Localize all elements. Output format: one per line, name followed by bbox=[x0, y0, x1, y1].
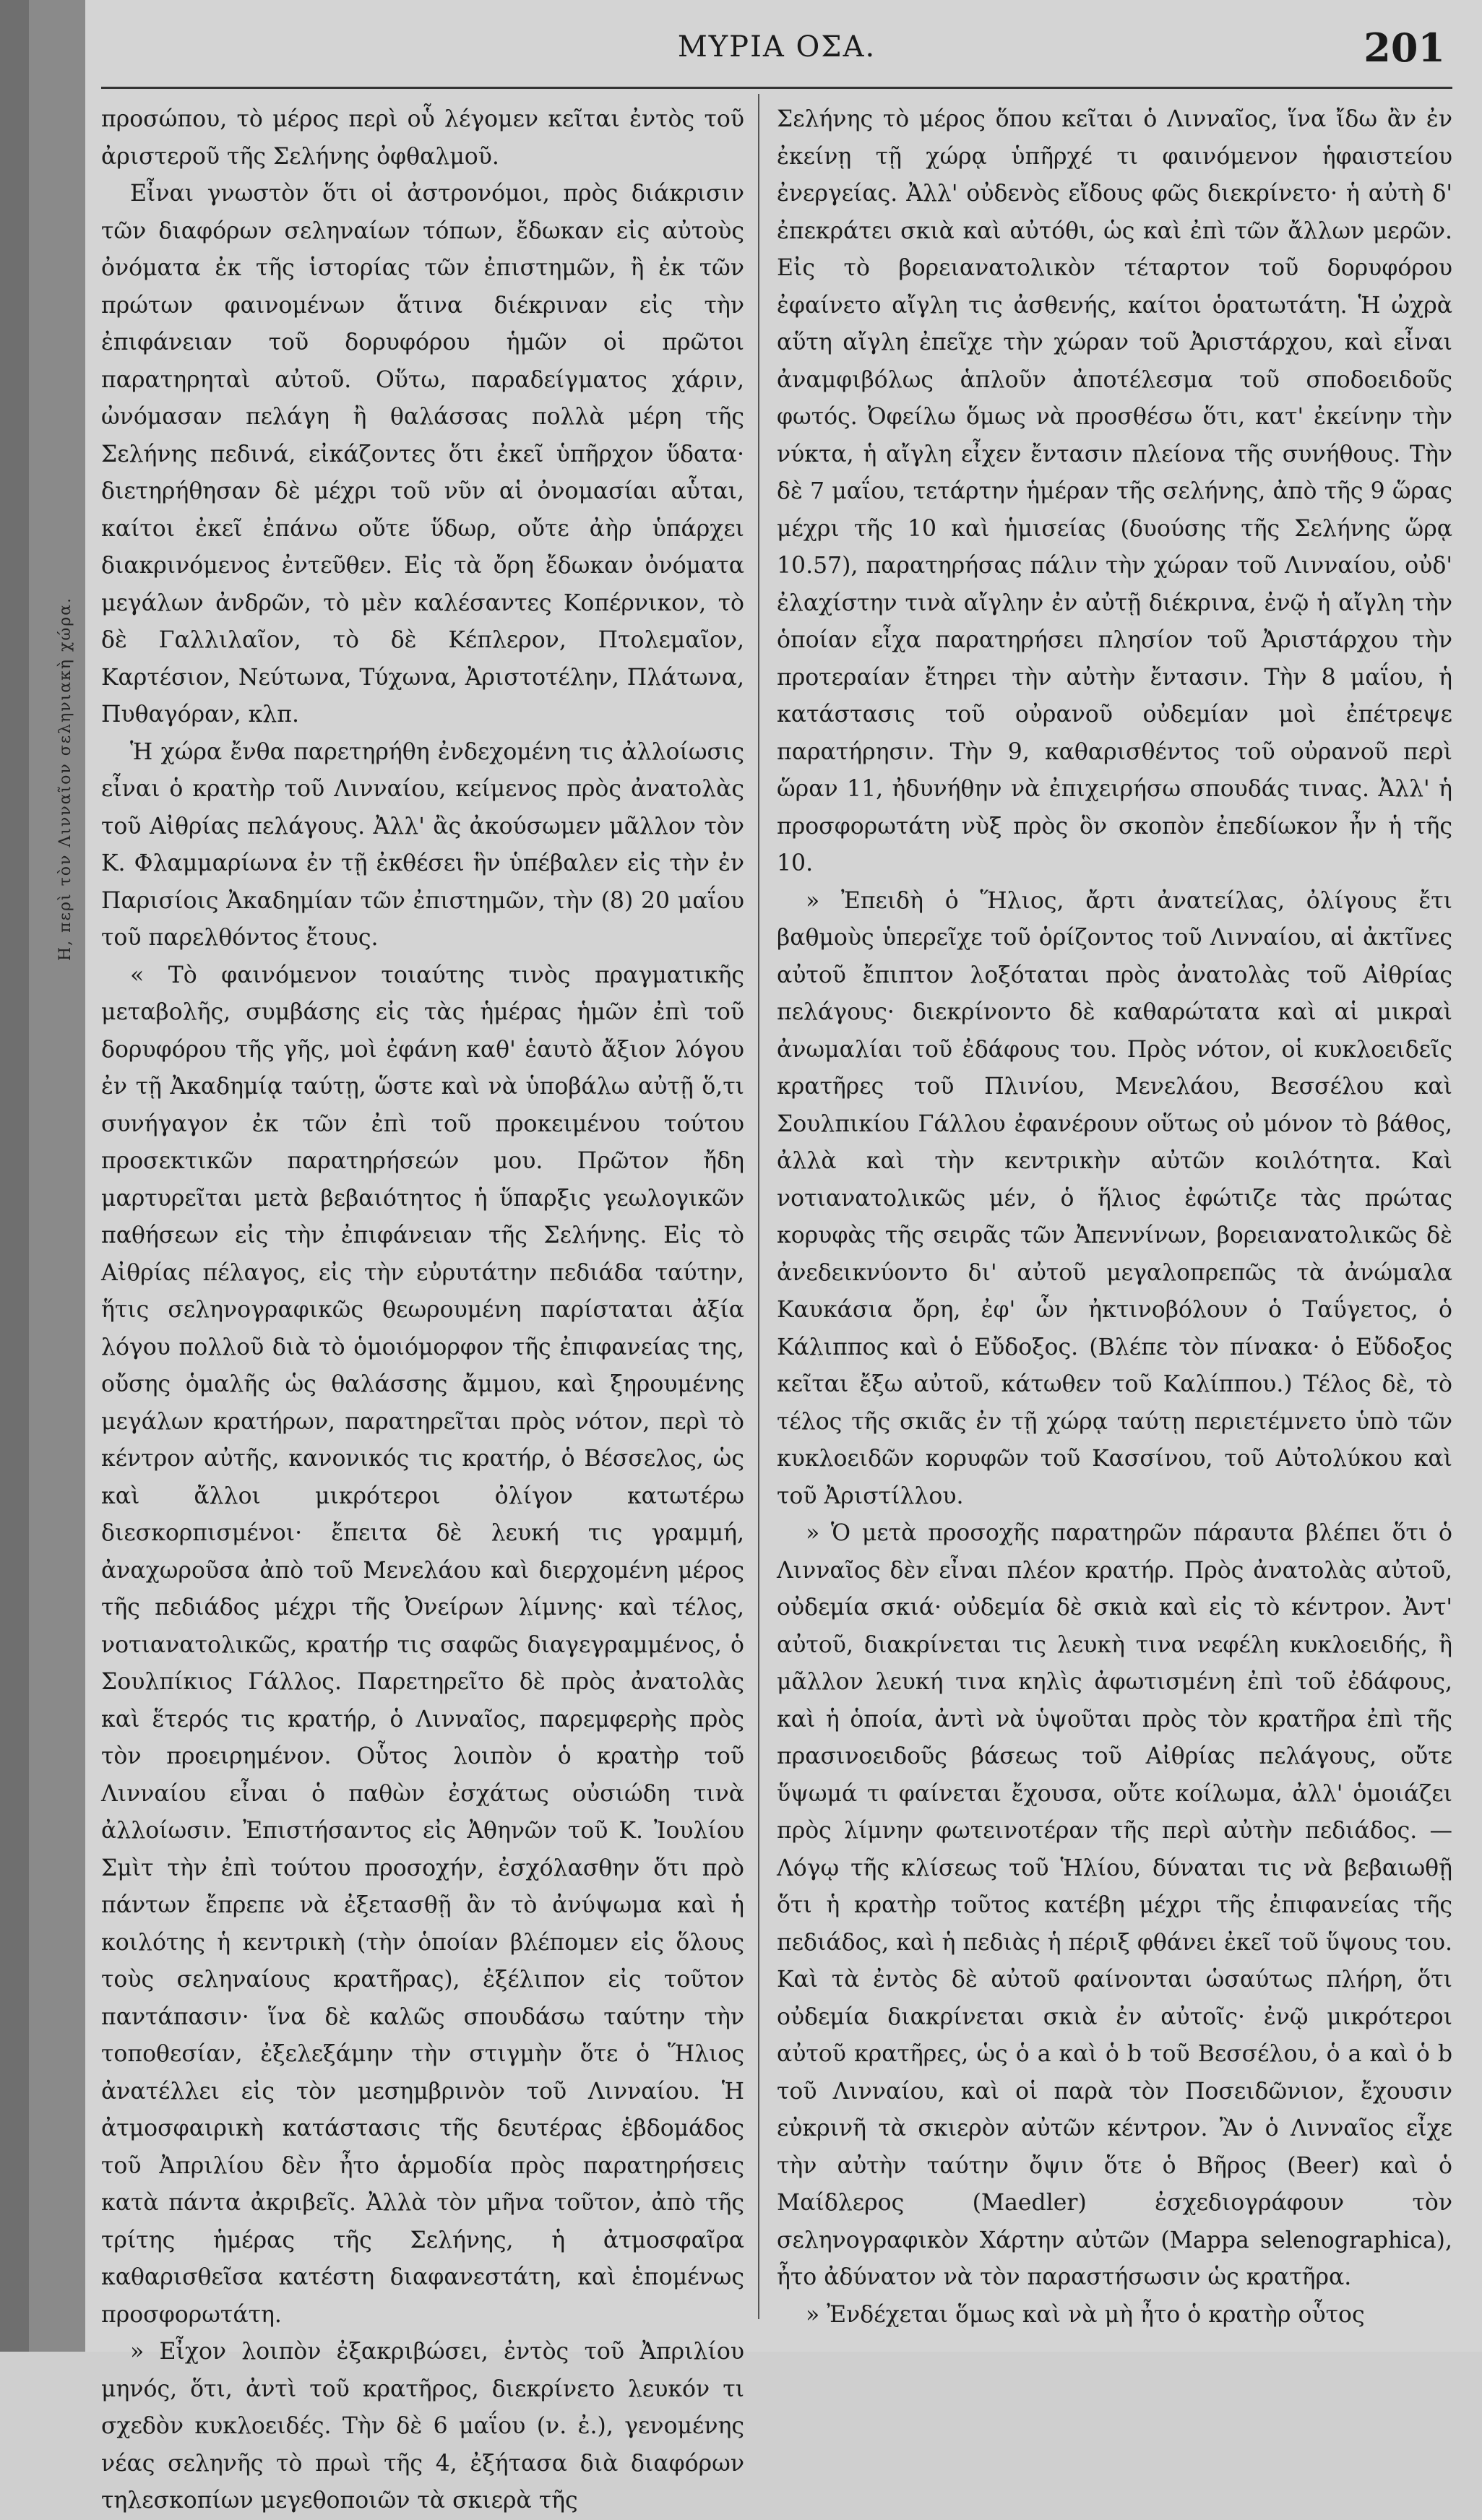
paragraph: » Ἐπειδὴ ὁ Ἥλιος, ἄρτι ἀνατείλας, ὀλίγους ἔτι βαθμοὺς ὑπερεῖχε τοῦ ὁρίζοντος τοῦ Λινναίου, αἱ ἀκτῖνες αὐτοῦ ἔπιπτον λοξόταται πρὸς ἀνατολὰς τοῦ Αἰθρίας πελάγους· διεκρίνοντο δὲ καθαρώτατα καὶ αἱ μικραὶ ἀνωμαλίαι τοῦ ἐδάφους του. Πρὸς νότον, οἱ κυκλοειδεῖς κρατῆρες τοῦ Πλινίου, Μενελάου, Βεσσέλου καὶ Σουλπικίου Γάλλου ἐφανέρουν οὕτως οὐ μόνον τὸ βάθος, ἀλλὰ καὶ τὴν κεντρικὴν αὐτῶν κοιλότητα. Καὶ νοτιανατολικῶς μέν, ὁ ἥλιος ἐφώτιζε τὰς πρώτας κορυφὰς τῆς σειρᾶς τῶν Ἀπεννίνων, βορειανατολικῶς δὲ ἀνεδεικνύοντο δι' αὐτοῦ μεγαλοπρεπῶς τὰ ἀνώμαλα Καυκάσια ὄρη, ἐφ' ὧν ἠκτινοβόλουν ὁ Ταΰγετος, ὁ Κάλιππος καὶ ὁ Εὔδοξος. (Βλέπε τὸν πίνακα· ὁ Εὔδοξος κεῖται ἔξω αὐτοῦ, κάτωθεν τοῦ Καλίππου.) Τέλος δὲ, τὸ τέλος τῆς σκιᾶς ἐν τῇ χώρᾳ ταύτῃ περιετέμνετο ὑπὸ τῶν κυκλοειδῶν κορυφῶν τοῦ Κασσίνου, τοῦ Αὐτολύκου καὶ τοῦ Ἀριστίλλου. bbox=[777, 887, 1452, 1509]
paragraph: προσώπου, τὸ μέρος περὶ οὗ λέγομεν κεῖται ἐντὸς τοῦ ἀριστεροῦ τῆς Σελήνης ὀφθαλμοῦ. bbox=[101, 106, 744, 170]
paragraph: » Ἐνδέχεται ὅμως καὶ νὰ μὴ ἦτο ὁ κρατὴρ οὗτος bbox=[806, 2301, 1365, 2328]
paragraph: Σελήνης τὸ μέρος ὅπου κεῖται ὁ Λινναῖος, ἵνα ἴδω ἂν ἐν ἐκείνῃ τῇ χώρᾳ ὑπῆρχέ τι φαινόμενον ἡφαιστείου ἐνεργείας. Ἀλλ' οὐδενὸς εἴδους φῶς διεκρίνετο· ἡ αὐτὴ δ' ἐπεκράτει σκιὰ καὶ αὐτόθι, ὡς καὶ ἐπὶ τῶν ἄλλων μερῶν. Εἰς τὸ βορειανατολικὸν τέταρτον τοῦ δορυφόρου ἐφαίνετο αἴγλη τις ἀσθενής, καίτοι ὁρατωτάτη. Ἡ ὠχρὰ αὕτη αἴγλη ἐπεῖχε τὴν χώραν τοῦ Ἀριστάρχου, καὶ εἶναι ἀναμφιβόλως ἁπλοῦν ἀποτέλεσμα τοῦ σποδοειδοῦς φωτός. Ὀφείλω ὅμως νὰ προσθέσω ὅτι, κατ' ἐκείνην τὴν νύκτα, ἡ αἴγλη εἶχεν ἔντασιν πλείονα τῆς συνήθους. Τὴν δὲ 7 μαΐου, τετάρτην ἡμέραν τῆς σελήνης, ἀπὸ τῆς 9 ὥρας μέχρι τῆς 10 καὶ ἡμισείας (δυούσης τῆς Σελήνης ὥρᾳ 10.57), παρατηρήσας πάλιν τὴν χώραν τοῦ Λινναίου, οὐδ' ἐλαχίστην τινὰ αἴγλην ἐν αὐτῇ διέκρινα, ἐνῷ ἡ αἴγλη τὴν ὁποίαν εἶχα παρατηρήσει πλησίον τοῦ Ἀριστάρχου τὴν προτεραίαν ἔτηρει τὴν αὐτὴν ἔντασιν. Τὴν 8 μαΐου, ἡ κατάστασις τοῦ οὐρανοῦ οὐδεμίαν μοὶ ἐπέτρεψε παρατήρησιν. Τὴν 9, καθαρισθέντος τοῦ οὐρανοῦ περὶ ὥραν 11, ἠδυνήθην νὰ ἐπιχειρήσω σπουδάς τινας. Ἀλλ' ἡ προσφορωτάτη νὺξ πρὸς ὃν σκοπὸν ἐπεδίωκον ἦν ἡ τῆς 10. bbox=[777, 106, 1452, 876]
header-rule bbox=[101, 87, 1452, 89]
paragraph: Ἡ χώρα ἔνθα παρετηρήθη ἐνδεχομένη τις ἀλλοίωσις εἶναι ὁ κρατὴρ τοῦ Λινναίου, κείμενος πρὸς ἀνατολὰς τοῦ Αἰθρίας πελάγους. Ἀλλ' ἂς ἀκούσωμεν μᾶλλον τὸν Κ. Φλαμμαρίωνα ἐν τῇ ἐκθέσει ἣν ὑπέβαλεν εἰς τὴν ἐν Παρισίοις Ἀκαδημίαν τῶν ἐπιστημῶν, τὴν (8) 20 μαΐου τοῦ παρελθόντος ἔτους. bbox=[101, 738, 744, 951]
paragraph: « Τὸ φαινόμενον τοιαύτης τινὸς πραγματικῆς μεταβολῆς, συμβάσης εἰς τὰς ἡμέρας ἡμῶν ἐπὶ τοῦ δορυφόρου τῆς γῆς, μοὶ ἐφάνη καθ' ἑαυτὸ ἄξιον λόγου ἐν τῇ Ἀκαδημίᾳ ταύτῃ, ὥστε καὶ νὰ ὑποβάλω αὐτῇ ὅ,τι συνήγαγον ἐκ τῶν ἐπὶ τοῦ προκειμένου τούτου προσεκτικῶν παρατηρήσεών μου. Πρῶτον ἤδη μαρτυρεῖται μετὰ βεβαιότητος ἡ ὕπαρξις γεωλογικῶν παθήσεων εἰς τὴν ἐπιφάνειαν τῆς Σελήνης. Εἰς τὸ Αἰθρίας πέλαγος, εἰς τὴν εὐρυτάτην πεδιάδα ταύτην, ἥτις σεληνογραφικῶς θεωρουμένη παρίσταται ἀξία λόγου πολλοῦ διὰ τὸ ὁμοιόμορφον τῆς ἐπιφανείας της, οὔσης ὁμαλῆς ὡς θαλάσσης ἄμμου, καὶ ξηρουμένης μεγάλων κρατήρων, παρατηρεῖται πρὸς νότον, περὶ τὸ κέντρον αὐτῆς, κανονικός τις κρατήρ, ὁ Βέσσελος, ὡς καὶ ἄλλοι μικρότεροι ὀλίγον κατωτέρω διεσκορπισμένοι· ἔπειτα δὲ λευκή τις γραμμή, ἀναχωροῦσα ἀπὸ τοῦ Μενελάου καὶ διερχομένη μέρος τῆς πεδιάδος μέχρι τῆς Ὀνείρων λίμνης· καὶ τέλος, νοτιανατολικῶς, κρατήρ τις σαφῶς διαγεγραμμένος, ὁ Σουλπίκιος Γάλλος. Παρετηρεῖτο δὲ πρὸς ἀνατολὰς καὶ ἕτερός τις κρατήρ, ὁ Λινναῖος, παρεμφερὴς πρὸς τὸν προειρημένον. Οὗτος λοιπὸν ὁ κρατὴρ τοῦ Λινναίου εἶναι ὁ παθὼν ἐσχάτως οὐσιώδη τινὰ ἀλλοίωσιν. Ἐπιστήσαντος εἰς Ἀθηνῶν τοῦ Κ. Ἰουλίου Σμὶτ τὴν ἐπὶ τούτου προσοχήν, ἐσχόλασθην ὅτι πρὸ πάντων ἔπρεπε νὰ ἐξετασθῇ ἂν τὸ ἀνύψωμα καὶ ἡ κοιλότης ἡ κεντρικὴ (τὴν ὁποίαν βλέπομεν εἰς ὅλους τοὺς σεληναίους κρατῆρας), ἐξέλιπον εἰς τοῦτον παντάπασιν· ἵνα δὲ καλῶς σπουδάσω ταύτην τὴν τοποθεσίαν, ἐξελεξάμην τὴν στιγμὴν ὅτε ὁ Ἥλιος ἀνατέλλει εἰς τὸν μεσημβρινὸν τοῦ Λινναίου. Ἡ ἀτμοσφαιρικὴ κατάστασις τῆς δευτέρας ἑβδομάδος τοῦ Ἀπριλίου δὲν ἦτο ἁρμοδία πρὸς παρατηρήσεις κατὰ πάντα ἀκριβεῖς. Ἀλλὰ τὸν μῆνα τοῦτον, ἀπὸ τῆς τρίτης ἡμέρας τῆς Σελήνης, ἡ ἀτμοσφαῖρα καθαρισθεῖσα κατέστη διαφανεστάτη, καὶ ἑπομένως προσφορωτάτη. bbox=[101, 962, 744, 2328]
right-column bbox=[777, 101, 1452, 2334]
running-head: ΜΥΡΙΑ ΟΣΑ. bbox=[677, 30, 876, 64]
left-column bbox=[101, 101, 744, 2520]
binding-gutter bbox=[0, 0, 29, 2352]
page-number: 201 bbox=[1363, 25, 1445, 71]
page-header bbox=[101, 22, 1452, 79]
margin-note: Η, περὶ τὸν Λινναῖον σεληνιακὴ χώρα. bbox=[56, 596, 74, 961]
left-margin-strip bbox=[0, 0, 85, 2352]
paragraph: » Εἶχον λοιπὸν ἐξακριβώσει, ἐντὸς τοῦ Ἀπριλίου μηνός, ὅτι, ἀντὶ τοῦ κρατῆρος, διεκρίνετο λευκόν τι σχεδὸν κυκλοειδές. Τὴν δὲ 6 μαΐου (ν. ἐ.), γενομένης νέας σεληνῆς τὸ πρωὶ τῆς 4, ἐξήτασα διὰ διαφόρων τηλεσκοπίων μεγεθοποιῶν τὰ σκιερὰ τῆς bbox=[101, 2339, 744, 2513]
paragraph: » Ὁ μετὰ προσοχῆς παρατηρῶν πάραυτα βλέπει ὅτι ὁ Λινναῖος δὲν εἶναι πλέον κρατήρ. Πρὸς ἀνατολὰς αὐτοῦ, οὐδεμία σκιά· οὐδεμία δὲ σκιὰ καὶ εἰς τὸ κέντρον. Ἀντ' αὐτοῦ, διακρίνεται τις λευκὴ τινα νεφέλη κυκλοειδής, ἢ μᾶλλον λευκή τινα κηλὶς ἀφωτισμένη ἐπὶ τοῦ ἐδάφους, καὶ ἡ ὁποία, ἀντὶ νὰ ὑψοῦται πρὸς τὸν κρατῆρα ἐπὶ τῆς πρασινοειδοῦς βάσεως τοῦ Αἰθρίας πελάγους, οὔτε ὕψωμά τι φαίνεται ἔχουσα, οὔτε κοίλωμα, ἀλλ' ὁμοιάζει πρὸς λίμνην φωτεινοτέραν τῆς περὶ αὐτὴν πεδιάδος. — Λόγῳ τῆς κλίσεως τοῦ Ἡλίου, δύναται τις νὰ βεβαιωθῇ ὅτι ἡ κρατὴρ τοῦτος κατέβη μέχρι τῆς ἐπιφανείας τῆς πεδιάδος, καὶ ἡ πεδιὰς ἡ πέριξ φθάνει ἐκεῖ τοῦ ὕψους του. Καὶ τὰ ἐντὸς δὲ αὐτοῦ φαίνονται ὡσαύτως πλήρη, ὅτι οὐδεμία διακρίνεται σκιὰ ἐν αὐτοῖς· ἐνῷ μικρότεροι αὐτοῦ κρατῆρες, ὡς ὁ a καὶ ὁ b τοῦ Βεσσέλου, ὁ a καὶ ὁ b τοῦ Λινναίου, καὶ οἱ παρὰ τὸν Ποσειδῶνιον, ἔχουσιν εὐκρινῆ τὰ σκιερὸν αὐτῶν κέντρον. Ἂν ὁ Λινναῖος εἶχε τὴν αὐτὴν ταύτην ὄψιν ὅτε ὁ Βῆρος (Beer) καὶ ὁ Μαίδλερος (Maedler) ἐσχεδιογράφουν τὸν σεληνογραφικὸν Χάρτην αὐτῶν (Mappa selenographica), ἦτο ἀδύνατον νὰ τὸν παραστήσωσιν ὡς κρατῆρα. bbox=[777, 1520, 1452, 2290]
column-divider bbox=[758, 94, 759, 2319]
paragraph: Εἶναι γνωστὸν ὅτι οἱ ἀστρονόμοι, πρὸς διάκρισιν τῶν διαφόρων σεληναίων τόπων, ἔδωκαν εἰς αὐτοὺς ὀνόματα ἐκ τῆς ἱστορίας τῶν ἐπιστημῶν, ἢ ἐκ τῶν πρώτων φαινομένων ἅτινα διέκριναν εἰς τὴν ἐπιφάνειαν τοῦ δορυφόρου ἡμῶν οἱ πρῶτοι παρατηρηταὶ αὐτοῦ. Οὕτω, παραδείγματος χάριν, ὠνόμασαν πελάγη ἢ θαλάσσας πολλὰ μέρη τῆς Σελήνης πεδινά, εἰκάζοντες ὅτι ἐκεῖ ὑπῆρχον ὕδατα· διετηρήθησαν δὲ μέχρι τοῦ νῦν αἱ ὀνομασίαι αὗται, καίτοι ἐκεῖ ἐπάνω οὔτε ὕδωρ, οὔτε ἀὴρ ὑπάρχει διακρινόμενος ἐντεῦθεν. Εἰς τὰ ὄρη ἔδωκαν ὀνόματα μεγάλων ἀνδρῶν, τὸ μὲν καλέσαντες Κοπέρνικον, τὸ δὲ Γαλλιλαῖον, τὸ δὲ Κέπλερον, Πτολεμαῖον, Καρτέσιον, Νεύτωνα, Τύχωνα, Ἀριστοτέλην, Πλάτωνα, Πυθαγόραν, κλπ. bbox=[101, 181, 744, 728]
